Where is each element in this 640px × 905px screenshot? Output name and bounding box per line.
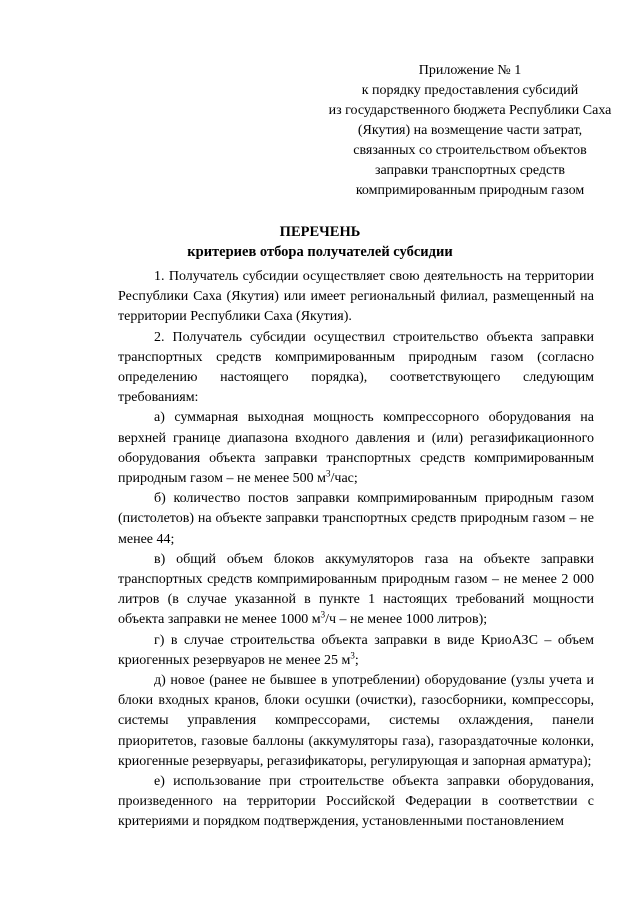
- superscript: 3: [320, 609, 326, 620]
- requirement-b: б) количество постов заправки компримированным природным газом (пистолетов) на объекте заправки транспортных средств природным газом – не менее 44;: [118, 491, 594, 547]
- requirement-e: е) использование при строительстве объекта заправки оборудования, произведенного на территории Российской Федерации в соответствии с критериями и порядком подтверждения, установленными постановлением: [118, 774, 594, 830]
- document-title: ПЕРЕЧЕНЬ: [279, 224, 361, 240]
- superscript: 3: [350, 650, 355, 661]
- document-subtitle: критериев отбора получателей субсидии: [187, 244, 453, 260]
- appendix-line: (Якутия) на возмещение части затрат,: [357, 123, 583, 138]
- criterion-2: 2. Получатель субсидии осуществил строительство объекта заправки транспортных средств компримированным природным газом (согласно определению настоящего порядка), соответствующего следующим требованиям:: [118, 329, 594, 406]
- appendix-line: Приложение № 1: [418, 63, 522, 78]
- superscript: 3: [326, 468, 331, 479]
- appendix-line: к порядку предоставления субсидий: [361, 83, 579, 98]
- appendix-block: [270, 61, 640, 201]
- appendix-line: из государственного бюджета Республики Саха: [328, 103, 612, 118]
- requirement-a-end: /час;: [330, 471, 358, 487]
- criterion-1: 1. Получатель субсидии осуществляет свою деятельность на территории Республики Саха (Якутия) или имеет региональный филиал, размещенный на территории Республики Саха (Якутия).: [118, 269, 594, 325]
- requirement-g-end: ;: [354, 652, 359, 668]
- appendix-line: компримированным природным газом: [355, 183, 585, 198]
- requirement-v-end: /ч – не менее 1000 литров);: [325, 612, 488, 628]
- criteria-list: [118, 267, 594, 833]
- requirement-d: д) новое (ранее не бывшее в употреблении) оборудование (узлы учета и блоки входных кранов, блоки осушки (очистки), газосборники, компрессоры, системы управления компрессорами, системы охлаждения, панели приоритетов, газовые баллоны (аккумуляторы газа), газораздаточные колонки, криогенные резервуары, регазификаторы, регулирующая и запорная арматура);: [118, 673, 594, 769]
- requirement-g: [118, 631, 594, 671]
- requirement-v-text: в) общий объем блоков аккумуляторов газа на объекте заправки транспортных средств компримированным природным газом – не менее 2 000 литров (в случае указанной в пункте 1 настоящих требований мощности объекта заправки не менее 1000 м: [118, 551, 594, 628]
- requirement-g-text: г) в случае строительства объекта заправки в виде КриоАЗС – объем криогенных резервуаров не менее 25 м: [118, 632, 594, 668]
- requirement-a: [118, 408, 594, 489]
- appendix-line: связанных со строительством объектов: [353, 143, 587, 158]
- requirement-a-text: а) суммарная выходная мощность компрессорного оборудования на верхней границе диапазона входного давления и (или) регазификационного оборудования объекта заправки транспортных средств компримированным природным газом – не менее 500 м: [118, 410, 594, 487]
- document-heading: [0, 222, 640, 262]
- appendix-line: заправки транспортных средств: [374, 163, 565, 178]
- requirement-v: [118, 550, 594, 631]
